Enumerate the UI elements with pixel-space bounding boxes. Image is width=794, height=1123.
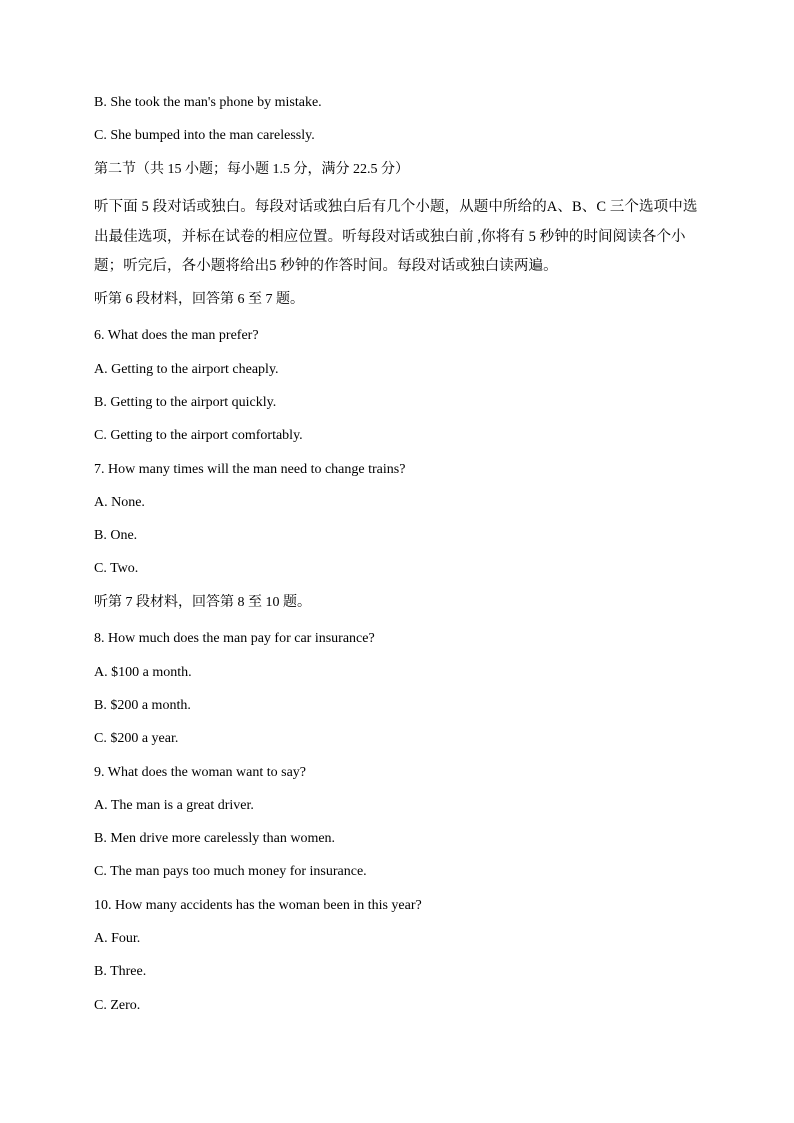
- q7-stem: 7. How many times will the man need to change trains?: [94, 462, 406, 477]
- q10-option-a: A. Four.: [94, 931, 141, 946]
- q5-option-c: C. She bumped into the man carelessly.: [94, 128, 315, 143]
- material-7-intro: 听第 7 段材料，回答第 8 至 10 题。: [94, 595, 311, 610]
- q9-option-b: B. Men drive more carelessly than women.: [94, 831, 336, 846]
- q7-option-c: C. Two.: [94, 561, 139, 576]
- section-heading: 第二节（共 15 小题；每小题 1.5 分，满分 22.5 分）: [94, 162, 409, 177]
- q7-option-b: B. One.: [94, 528, 138, 543]
- q7-option-a: A. None.: [94, 495, 145, 510]
- q5-option-b: B. She took the man's phone by mistake.: [94, 95, 322, 110]
- q6-stem: 6. What does the man prefer?: [94, 328, 259, 343]
- q9-option-a: A. The man is a great driver.: [94, 798, 254, 813]
- q10-option-b: B. Three.: [94, 964, 147, 979]
- q10-stem: 10. How many accidents has the woman been in this year?: [94, 898, 422, 913]
- section-instructions: [94, 193, 714, 282]
- q9-option-c: C. The man pays too much money for insurance.: [94, 864, 367, 879]
- instructions-line-1: 听下面 5 段对话或独白。每段对话或独白后有几个小题，从题中所给的A、B、C 三个选项中选: [94, 199, 698, 215]
- q8-option-a: A. $100 a month.: [94, 665, 192, 680]
- q9-stem: 9. What does the woman want to say?: [94, 765, 307, 780]
- q10-option-c: C. Zero.: [94, 998, 141, 1013]
- q8-option-b: B. $200 a month.: [94, 698, 191, 713]
- q6-option-b: B. Getting to the airport quickly.: [94, 395, 277, 410]
- instructions-line-3: 题；听完后，各小题将给出5 秒钟的作答时间。每段对话或独白读两遍。: [94, 258, 558, 274]
- q8-stem: 8. How much does the man pay for car insurance?: [94, 631, 375, 646]
- q6-option-c: C. Getting to the airport comfortably.: [94, 428, 303, 443]
- q8-option-c: C. $200 a year.: [94, 731, 179, 746]
- material-6-intro: 听第 6 段材料，回答第 6 至 7 题。: [94, 292, 304, 307]
- q6-option-a: A. Getting to the airport cheaply.: [94, 362, 279, 377]
- instructions-line-2: 出最佳选项，并标在试卷的相应位置。听每段对话或独白前 ,你将有 5 秒钟的时间阅读各个小: [94, 228, 686, 245]
